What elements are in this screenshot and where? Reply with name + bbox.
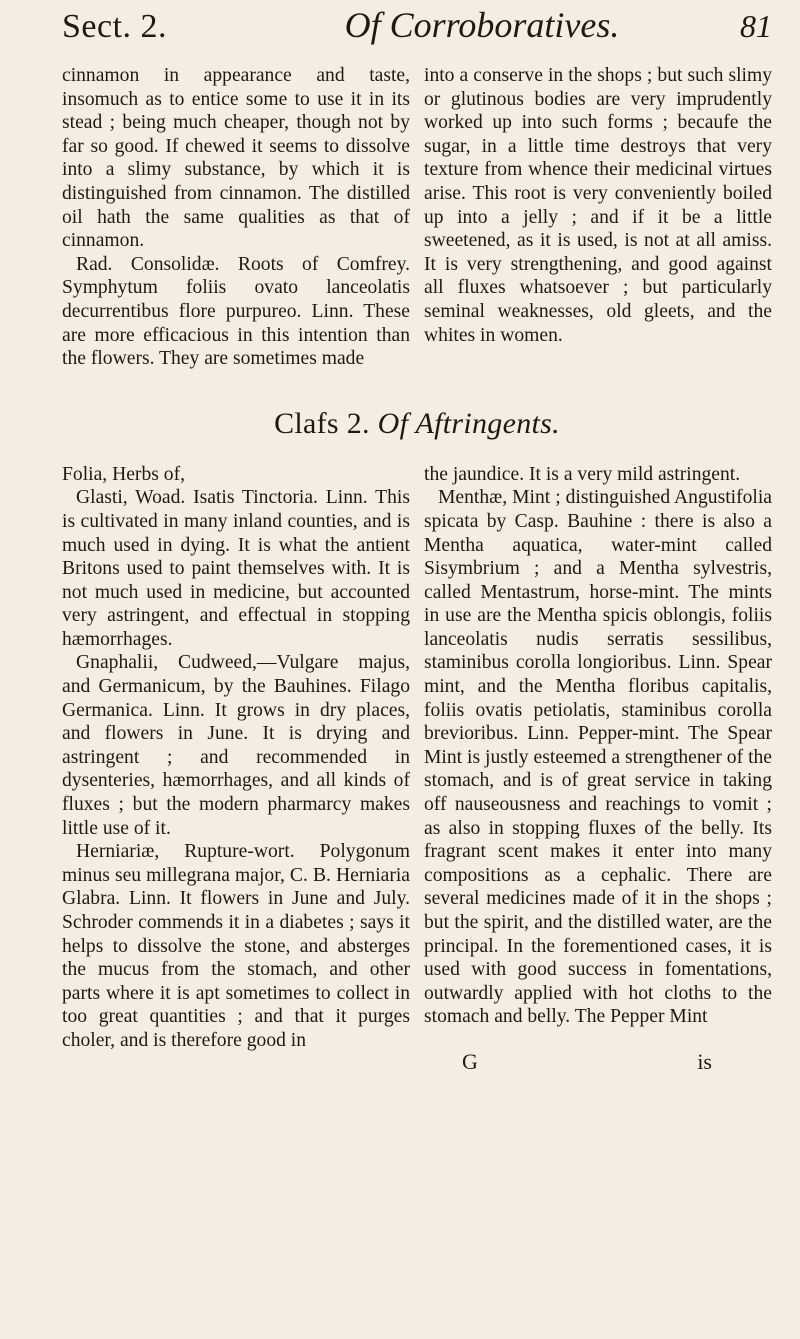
bottom-right-column — [424, 463, 772, 1053]
class-heading-title: Of Aftringents. — [377, 406, 560, 440]
catchword: is — [697, 1048, 712, 1074]
top-left-column — [62, 64, 410, 371]
paragraph: cinnamon in appearance and taste, insomuch as to entice some to use it in its stead ; being much cheaper, though not by far so good. If chewed it seems to dissolve into a slimy substance, by which it is distinguished from cinnamon. The distilled oil hath the same qualities as that of cinnamon. — [62, 65, 410, 252]
bottom-columns — [62, 463, 772, 1053]
paragraph: Rad. Consolidæ. Roots of Comfrey. Symphytum foliis ovato lanceolatis decurrentibus flore purpureo. Linn. These are more efficacious in this intention than the flowers. They are sometimes made — [62, 253, 410, 370]
paragraph: Glasti, Woad. Isatis Tinctoria. Linn. This is cultivated in many inland counties, and is much used in dying. It is what the antient Britons used to paint themselves with. It is not much used in medicine, but accounted very astringent, and effectual in stopping hæmorrhages. — [62, 487, 410, 650]
bottom-left-column — [62, 463, 410, 1053]
paragraph: Folia, Herbs of, — [62, 463, 185, 485]
paragraph: Menthæ, Mint ; distinguished Angustifolia spicata by Casp. Bauhine : there is also a Mentha aquatica, water-mint called Sisymbrium ; and a Mentha sylvestris, called Mentastrum, horse-mint. The mints in use are the Mentha spicis oblongis, foliis lanceolatis nudis serratis sessilibus, staminibus corolla longioribus. Linn. Spear mint, and the Mentha floribus capitalis, foliis ovatis petiolatis, staminibus corolla brevioribus. Linn. Pepper-mint. The Spear Mint is justly esteemed a strengthener of the stomach, and is of great service in taking off nauseousness and reachings to vomit ; as also in stopping fluxes of the belly. Its fragrant scent makes it enter into many compositions as a cephalic. There are several medicines made of it in the shops ; but the spirit, and the distilled water, are the principal. In the forementioned cases, it is used with good success in fomentations, outwardly applied with hot cloths to the stomach and belly. The Pepper Mint — [424, 487, 772, 1028]
signature-mark: G — [462, 1048, 478, 1074]
class-heading-prefix: Clafs 2. — [274, 406, 370, 440]
paragraph: into a conserve in the shops ; but such slimy or glutinous bodies are very imprudently worked up into such forms ; becaufe the sugar, in a little time destroys that very texture from whence their medicinal virtues arise. This root is very conveniently boiled up into a jelly ; and if it be a little sweetened, as it is used, is not at all amiss. It is very strengthening, and good against all fluxes whatsoever ; but particularly seminal weaknesses, old gleets, and the whites in women. — [424, 65, 772, 346]
section-label: Sect. 2. — [62, 8, 168, 45]
paragraph: the jaundice. It is a very mild astringent. — [424, 463, 741, 485]
top-right-column — [424, 64, 772, 371]
class-heading — [62, 407, 772, 441]
paragraph: Herniariæ, Rupture-wort. Polygonum minus seu millegrana major, C. B. Herniaria Glabra. Linn. It flowers in June and July. Schroder commends it in a diabetes ; says it helps to dissolve the stone, and absterges the mucus from the stomach, and other parts where it is apt sometimes to collect in too great quantities ; and that it purges choler, and is therefore good in — [62, 841, 410, 1051]
page-number: 81 — [740, 8, 772, 44]
page-header — [62, 4, 772, 64]
top-columns — [62, 64, 772, 371]
running-title: Of Corroboratives. — [344, 5, 620, 45]
paragraph: Gnaphalii, Cudweed,—Vulgare majus, and Germanicum, by the Bauhines. Filago Germanica. Linn. It grows in dry places, and flowers in June. It is drying and astringent ; and recommended in dysenteries, hæmorrhages, and all kinds of fluxes ; but the modern pharmarcy makes little use of it. — [62, 652, 410, 839]
